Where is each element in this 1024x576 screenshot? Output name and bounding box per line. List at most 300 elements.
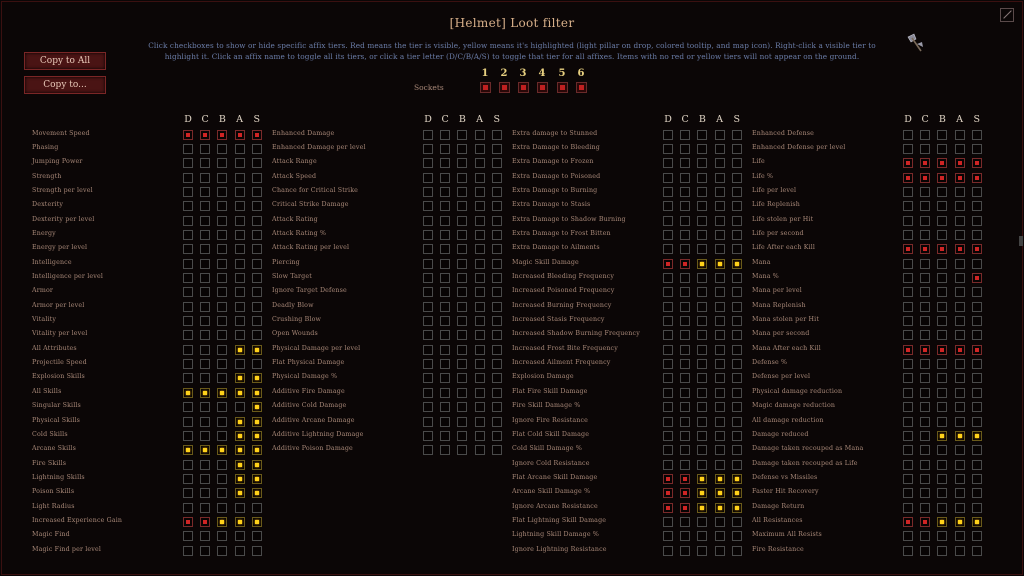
affix-name[interactable]: Cold Skills xyxy=(32,430,68,438)
tier-checkbox[interactable] xyxy=(663,230,673,240)
tier-checkbox[interactable] xyxy=(235,302,245,312)
tier-checkbox[interactable] xyxy=(492,201,502,211)
tier-checkbox[interactable] xyxy=(492,316,502,326)
affix-name[interactable]: Enhanced Defense per level xyxy=(752,143,846,151)
tier-letter-s-col1[interactable]: S xyxy=(253,114,261,125)
tier-checkbox[interactable] xyxy=(697,287,707,297)
tier-checkbox[interactable] xyxy=(955,244,965,254)
tier-checkbox[interactable] xyxy=(663,503,673,513)
tier-checkbox[interactable] xyxy=(715,330,725,340)
tier-checkbox[interactable] xyxy=(235,330,245,340)
tier-checkbox[interactable] xyxy=(903,373,913,383)
tier-checkbox[interactable] xyxy=(183,259,193,269)
affix-name[interactable]: Increased Stasis Frequency xyxy=(512,316,605,324)
affix-name[interactable]: Damage Return xyxy=(752,502,805,510)
tier-checkbox[interactable] xyxy=(440,417,450,427)
tier-checkbox[interactable] xyxy=(937,388,947,398)
tier-checkbox[interactable] xyxy=(972,287,982,297)
tier-checkbox[interactable] xyxy=(937,431,947,441)
tier-checkbox[interactable] xyxy=(440,173,450,183)
tier-checkbox[interactable] xyxy=(423,417,433,427)
tier-letter-s-col2[interactable]: S xyxy=(493,114,501,125)
tier-checkbox[interactable] xyxy=(715,316,725,326)
tier-checkbox[interactable] xyxy=(903,546,913,556)
tier-checkbox[interactable] xyxy=(697,474,707,484)
tier-checkbox[interactable] xyxy=(697,330,707,340)
tier-checkbox[interactable] xyxy=(183,359,193,369)
affix-name[interactable]: Increased Shadow Burning Frequency xyxy=(512,330,640,338)
tier-checkbox[interactable] xyxy=(937,316,947,326)
tier-checkbox[interactable] xyxy=(492,230,502,240)
tier-checkbox[interactable] xyxy=(920,373,930,383)
tier-checkbox[interactable] xyxy=(252,316,262,326)
tier-checkbox[interactable] xyxy=(217,460,227,470)
affix-name[interactable]: Maximum All Resists xyxy=(752,531,822,539)
tier-checkbox[interactable] xyxy=(183,273,193,283)
tier-checkbox[interactable] xyxy=(663,201,673,211)
tier-checkbox[interactable] xyxy=(732,531,742,541)
tier-checkbox[interactable] xyxy=(903,287,913,297)
tier-checkbox[interactable] xyxy=(492,130,502,140)
scrollbar[interactable] xyxy=(1019,236,1023,246)
affix-name[interactable]: Attack Rating per level xyxy=(272,244,350,252)
tier-checkbox[interactable] xyxy=(217,259,227,269)
tier-checkbox[interactable] xyxy=(217,316,227,326)
tier-checkbox[interactable] xyxy=(200,187,210,197)
tier-checkbox[interactable] xyxy=(492,273,502,283)
tier-checkbox[interactable] xyxy=(732,330,742,340)
tier-checkbox[interactable] xyxy=(732,187,742,197)
tier-checkbox[interactable] xyxy=(217,488,227,498)
tier-checkbox[interactable] xyxy=(252,517,262,527)
tier-checkbox[interactable] xyxy=(972,373,982,383)
affix-name[interactable]: Life per second xyxy=(752,229,804,237)
tier-checkbox[interactable] xyxy=(475,402,485,412)
affix-name[interactable]: Open Wounds xyxy=(272,330,318,338)
tier-checkbox[interactable] xyxy=(235,417,245,427)
tier-checkbox[interactable] xyxy=(200,216,210,226)
tier-checkbox[interactable] xyxy=(235,216,245,226)
affix-name[interactable]: Extra damage to Stunned xyxy=(512,129,598,137)
tier-checkbox[interactable] xyxy=(252,173,262,183)
tier-checkbox[interactable] xyxy=(972,402,982,412)
tier-checkbox[interactable] xyxy=(732,388,742,398)
tier-checkbox[interactable] xyxy=(955,402,965,412)
tier-checkbox[interactable] xyxy=(715,402,725,412)
affix-name[interactable]: Ignore Cold Resistance xyxy=(512,459,590,467)
tier-checkbox[interactable] xyxy=(252,359,262,369)
tier-checkbox[interactable] xyxy=(680,517,690,527)
tier-checkbox[interactable] xyxy=(252,445,262,455)
tier-checkbox[interactable] xyxy=(475,388,485,398)
tier-checkbox[interactable] xyxy=(252,130,262,140)
tier-checkbox[interactable] xyxy=(475,287,485,297)
tier-checkbox[interactable] xyxy=(715,388,725,398)
affix-name[interactable]: Extra Damage to Frost Bitten xyxy=(512,229,611,237)
tier-checkbox[interactable] xyxy=(492,330,502,340)
tier-checkbox[interactable] xyxy=(920,302,930,312)
tier-checkbox[interactable] xyxy=(680,173,690,183)
tier-checkbox[interactable] xyxy=(903,216,913,226)
tier-checkbox[interactable] xyxy=(183,373,193,383)
tier-checkbox[interactable] xyxy=(715,488,725,498)
tier-checkbox[interactable] xyxy=(235,345,245,355)
affix-name[interactable]: Mana Replenish xyxy=(752,301,806,309)
affix-name[interactable]: Extra Damage to Shadow Burning xyxy=(512,215,626,223)
affix-name[interactable]: Chance for Critical Strike xyxy=(272,186,359,194)
tier-checkbox[interactable] xyxy=(457,230,467,240)
tier-checkbox[interactable] xyxy=(697,244,707,254)
tier-checkbox[interactable] xyxy=(920,503,930,513)
tier-checkbox[interactable] xyxy=(475,259,485,269)
tier-checkbox[interactable] xyxy=(732,373,742,383)
tier-checkbox[interactable] xyxy=(920,158,930,168)
tier-checkbox[interactable] xyxy=(732,517,742,527)
tier-checkbox[interactable] xyxy=(955,460,965,470)
tier-checkbox[interactable] xyxy=(697,230,707,240)
tier-checkbox[interactable] xyxy=(457,259,467,269)
tier-checkbox[interactable] xyxy=(732,259,742,269)
tier-checkbox[interactable] xyxy=(715,431,725,441)
tier-checkbox[interactable] xyxy=(440,158,450,168)
tier-checkbox[interactable] xyxy=(252,287,262,297)
tier-checkbox[interactable] xyxy=(200,373,210,383)
affix-name[interactable]: Extra Damage to Frozen xyxy=(512,158,594,166)
tier-checkbox[interactable] xyxy=(955,474,965,484)
tier-checkbox[interactable] xyxy=(200,287,210,297)
tier-checkbox[interactable] xyxy=(715,373,725,383)
tier-checkbox[interactable] xyxy=(937,173,947,183)
affix-name[interactable]: Life per level xyxy=(752,186,797,194)
tier-checkbox[interactable] xyxy=(697,388,707,398)
tier-letter-c-col1[interactable]: C xyxy=(201,114,209,125)
tier-checkbox[interactable] xyxy=(732,488,742,498)
tier-checkbox[interactable] xyxy=(252,216,262,226)
tier-checkbox[interactable] xyxy=(715,230,725,240)
tier-checkbox[interactable] xyxy=(715,359,725,369)
tier-checkbox[interactable] xyxy=(920,273,930,283)
tier-checkbox[interactable] xyxy=(217,330,227,340)
tier-checkbox[interactable] xyxy=(217,144,227,154)
tier-checkbox[interactable] xyxy=(457,373,467,383)
tier-checkbox[interactable] xyxy=(955,259,965,269)
tier-checkbox[interactable] xyxy=(680,230,690,240)
affix-name[interactable]: Movement Speed xyxy=(32,129,90,137)
tier-checkbox[interactable] xyxy=(937,517,947,527)
tier-checkbox[interactable] xyxy=(663,445,673,455)
tier-checkbox[interactable] xyxy=(663,216,673,226)
tier-checkbox[interactable] xyxy=(663,488,673,498)
tier-checkbox[interactable] xyxy=(235,359,245,369)
tier-checkbox[interactable] xyxy=(475,187,485,197)
tier-checkbox[interactable] xyxy=(972,259,982,269)
tier-checkbox[interactable] xyxy=(697,431,707,441)
affix-name[interactable]: Attack Rating xyxy=(272,215,318,223)
tier-checkbox[interactable] xyxy=(217,130,227,140)
tier-checkbox[interactable] xyxy=(937,287,947,297)
tier-checkbox[interactable] xyxy=(903,244,913,254)
tier-checkbox[interactable] xyxy=(457,273,467,283)
tier-checkbox[interactable] xyxy=(440,431,450,441)
tier-checkbox[interactable] xyxy=(492,216,502,226)
tier-checkbox[interactable] xyxy=(972,474,982,484)
tier-checkbox[interactable] xyxy=(200,402,210,412)
copy-to-button[interactable]: Copy to... xyxy=(24,76,106,94)
tier-checkbox[interactable] xyxy=(492,359,502,369)
tier-checkbox[interactable] xyxy=(475,373,485,383)
tier-checkbox[interactable] xyxy=(697,373,707,383)
tier-checkbox[interactable] xyxy=(972,345,982,355)
tier-checkbox[interactable] xyxy=(920,330,930,340)
tier-checkbox[interactable] xyxy=(235,402,245,412)
tier-checkbox[interactable] xyxy=(937,417,947,427)
tier-checkbox[interactable] xyxy=(955,287,965,297)
tier-checkbox[interactable] xyxy=(183,187,193,197)
tier-checkbox[interactable] xyxy=(183,201,193,211)
affix-name[interactable]: Fire Skill Damage % xyxy=(512,402,581,410)
tier-checkbox[interactable] xyxy=(217,244,227,254)
tier-checkbox[interactable] xyxy=(252,531,262,541)
tier-checkbox[interactable] xyxy=(183,302,193,312)
tier-checkbox[interactable] xyxy=(680,431,690,441)
tier-checkbox[interactable] xyxy=(183,158,193,168)
tier-checkbox[interactable] xyxy=(183,503,193,513)
tier-checkbox[interactable] xyxy=(732,474,742,484)
tier-checkbox[interactable] xyxy=(663,531,673,541)
tier-checkbox[interactable] xyxy=(183,144,193,154)
tier-letter-b-col1[interactable]: B xyxy=(218,114,226,125)
tier-checkbox[interactable] xyxy=(715,201,725,211)
tier-checkbox[interactable] xyxy=(663,345,673,355)
tier-checkbox[interactable] xyxy=(235,158,245,168)
tier-checkbox[interactable] xyxy=(937,503,947,513)
affix-name[interactable]: Enhanced Damage per level xyxy=(272,143,366,151)
tier-checkbox[interactable] xyxy=(200,201,210,211)
tier-checkbox[interactable] xyxy=(663,187,673,197)
tier-checkbox[interactable] xyxy=(972,359,982,369)
tier-checkbox[interactable] xyxy=(732,273,742,283)
tier-checkbox[interactable] xyxy=(715,345,725,355)
tier-checkbox[interactable] xyxy=(663,388,673,398)
tier-checkbox[interactable] xyxy=(200,445,210,455)
tier-checkbox[interactable] xyxy=(920,173,930,183)
tier-checkbox[interactable] xyxy=(937,546,947,556)
tier-checkbox[interactable] xyxy=(732,402,742,412)
tier-checkbox[interactable] xyxy=(252,402,262,412)
tier-checkbox[interactable] xyxy=(680,503,690,513)
tier-checkbox[interactable] xyxy=(423,316,433,326)
tier-checkbox[interactable] xyxy=(732,216,742,226)
tier-checkbox[interactable] xyxy=(972,302,982,312)
tier-checkbox[interactable] xyxy=(955,388,965,398)
tier-checkbox[interactable] xyxy=(252,417,262,427)
tier-checkbox[interactable] xyxy=(423,402,433,412)
tier-checkbox[interactable] xyxy=(423,173,433,183)
affix-name[interactable]: Life stolen per Hit xyxy=(752,215,814,223)
tier-checkbox[interactable] xyxy=(492,388,502,398)
tier-checkbox[interactable] xyxy=(732,144,742,154)
tier-checkbox[interactable] xyxy=(715,503,725,513)
tier-checkbox[interactable] xyxy=(200,302,210,312)
tier-checkbox[interactable] xyxy=(252,460,262,470)
tier-checkbox[interactable] xyxy=(457,345,467,355)
tier-checkbox[interactable] xyxy=(972,388,982,398)
tier-checkbox[interactable] xyxy=(955,201,965,211)
tier-checkbox[interactable] xyxy=(217,402,227,412)
tier-letter-d-col1[interactable]: D xyxy=(184,114,192,125)
tier-checkbox[interactable] xyxy=(937,359,947,369)
affix-name[interactable]: Deadly Blow xyxy=(272,301,314,309)
tier-letter-c-col4[interactable]: C xyxy=(921,114,929,125)
tier-checkbox[interactable] xyxy=(183,388,193,398)
tier-checkbox[interactable] xyxy=(920,417,930,427)
tier-checkbox[interactable] xyxy=(235,517,245,527)
tier-checkbox[interactable] xyxy=(200,273,210,283)
tier-checkbox[interactable] xyxy=(235,259,245,269)
affix-name[interactable]: Magic Skill Damage xyxy=(512,258,579,266)
affix-name[interactable]: Ignore Arcane Resistance xyxy=(512,502,598,510)
tier-checkbox[interactable] xyxy=(697,531,707,541)
affix-name[interactable]: Additive Arcane Damage xyxy=(272,416,355,424)
tier-checkbox[interactable] xyxy=(475,130,485,140)
tier-checkbox[interactable] xyxy=(492,445,502,455)
tier-checkbox[interactable] xyxy=(200,474,210,484)
affix-name[interactable]: Enhanced Damage xyxy=(272,129,335,137)
tier-checkbox[interactable] xyxy=(423,388,433,398)
tier-checkbox[interactable] xyxy=(732,287,742,297)
tier-checkbox[interactable] xyxy=(200,503,210,513)
affix-name[interactable]: Energy xyxy=(32,229,56,237)
tier-checkbox[interactable] xyxy=(920,359,930,369)
tier-checkbox[interactable] xyxy=(457,402,467,412)
tier-checkbox[interactable] xyxy=(937,187,947,197)
tier-checkbox[interactable] xyxy=(457,359,467,369)
affix-name[interactable]: Additive Lightning Damage xyxy=(272,430,364,438)
tier-checkbox[interactable] xyxy=(440,216,450,226)
tier-checkbox[interactable] xyxy=(715,460,725,470)
socket-checkbox-2[interactable] xyxy=(499,82,510,93)
tier-checkbox[interactable] xyxy=(235,144,245,154)
tier-checkbox[interactable] xyxy=(252,187,262,197)
affix-name[interactable]: Lightning Skill Damage % xyxy=(512,531,600,539)
tier-checkbox[interactable] xyxy=(715,517,725,527)
tier-checkbox[interactable] xyxy=(252,345,262,355)
tier-checkbox[interactable] xyxy=(200,431,210,441)
affix-name[interactable]: Poison Skills xyxy=(32,488,75,496)
tier-checkbox[interactable] xyxy=(423,187,433,197)
tier-checkbox[interactable] xyxy=(732,460,742,470)
tier-checkbox[interactable] xyxy=(955,431,965,441)
tier-checkbox[interactable] xyxy=(217,531,227,541)
affix-name[interactable]: Armor per level xyxy=(32,301,85,309)
tier-checkbox[interactable] xyxy=(903,503,913,513)
tier-letter-d-col4[interactable]: D xyxy=(904,114,912,125)
tier-checkbox[interactable] xyxy=(235,488,245,498)
affix-name[interactable]: Mana stolen per Hit xyxy=(752,316,820,324)
tier-checkbox[interactable] xyxy=(492,287,502,297)
tier-checkbox[interactable] xyxy=(423,373,433,383)
tier-checkbox[interactable] xyxy=(715,244,725,254)
tier-checkbox[interactable] xyxy=(680,488,690,498)
tier-checkbox[interactable] xyxy=(183,402,193,412)
tier-checkbox[interactable] xyxy=(903,201,913,211)
tier-checkbox[interactable] xyxy=(732,244,742,254)
tier-checkbox[interactable] xyxy=(440,244,450,254)
affix-name[interactable]: Crushing Blow xyxy=(272,316,322,324)
tier-checkbox[interactable] xyxy=(697,216,707,226)
affix-name[interactable]: Life xyxy=(752,158,765,166)
tier-checkbox[interactable] xyxy=(440,201,450,211)
tier-checkbox[interactable] xyxy=(955,359,965,369)
tier-checkbox[interactable] xyxy=(920,216,930,226)
tier-checkbox[interactable] xyxy=(475,273,485,283)
tier-checkbox[interactable] xyxy=(663,130,673,140)
affix-name[interactable]: Magic Find xyxy=(32,531,70,539)
tier-checkbox[interactable] xyxy=(903,144,913,154)
tier-checkbox[interactable] xyxy=(183,173,193,183)
tier-checkbox[interactable] xyxy=(920,130,930,140)
tier-checkbox[interactable] xyxy=(423,330,433,340)
tier-checkbox[interactable] xyxy=(475,173,485,183)
affix-name[interactable]: Ignore Target Defense xyxy=(272,287,347,295)
affix-name[interactable]: Mana xyxy=(752,258,771,266)
affix-name[interactable]: Life After each Kill xyxy=(752,244,816,252)
affix-name[interactable]: Attack Range xyxy=(272,158,317,166)
tier-checkbox[interactable] xyxy=(955,417,965,427)
tier-checkbox[interactable] xyxy=(972,517,982,527)
tier-checkbox[interactable] xyxy=(972,531,982,541)
tier-checkbox[interactable] xyxy=(972,330,982,340)
tier-checkbox[interactable] xyxy=(903,359,913,369)
tier-checkbox[interactable] xyxy=(663,144,673,154)
affix-name[interactable]: Dexterity per level xyxy=(32,215,95,223)
tier-checkbox[interactable] xyxy=(183,431,193,441)
tier-checkbox[interactable] xyxy=(920,531,930,541)
tier-checkbox[interactable] xyxy=(732,201,742,211)
tier-checkbox[interactable] xyxy=(217,302,227,312)
tier-checkbox[interactable] xyxy=(715,474,725,484)
tier-checkbox[interactable] xyxy=(183,460,193,470)
tier-checkbox[interactable] xyxy=(697,402,707,412)
tier-checkbox[interactable] xyxy=(680,402,690,412)
tier-checkbox[interactable] xyxy=(440,388,450,398)
tier-checkbox[interactable] xyxy=(680,388,690,398)
affix-name[interactable]: Physical Skills xyxy=(32,416,81,424)
tier-checkbox[interactable] xyxy=(235,287,245,297)
tier-checkbox[interactable] xyxy=(663,158,673,168)
tier-checkbox[interactable] xyxy=(903,531,913,541)
tier-checkbox[interactable] xyxy=(235,431,245,441)
tier-checkbox[interactable] xyxy=(183,230,193,240)
tier-checkbox[interactable] xyxy=(217,517,227,527)
tier-checkbox[interactable] xyxy=(680,359,690,369)
tier-checkbox[interactable] xyxy=(492,244,502,254)
tier-letter-d-col3[interactable]: D xyxy=(664,114,672,125)
tier-checkbox[interactable] xyxy=(475,345,485,355)
tier-letter-c-col2[interactable]: C xyxy=(441,114,449,125)
tier-letter-d-col2[interactable]: D xyxy=(424,114,432,125)
tier-checkbox[interactable] xyxy=(937,531,947,541)
tier-checkbox[interactable] xyxy=(440,287,450,297)
tier-checkbox[interactable] xyxy=(697,417,707,427)
tier-checkbox[interactable] xyxy=(903,302,913,312)
tier-checkbox[interactable] xyxy=(903,259,913,269)
tier-checkbox[interactable] xyxy=(663,417,673,427)
tier-checkbox[interactable] xyxy=(697,316,707,326)
tier-checkbox[interactable] xyxy=(663,431,673,441)
tier-checkbox[interactable] xyxy=(903,417,913,427)
tier-checkbox[interactable] xyxy=(972,201,982,211)
